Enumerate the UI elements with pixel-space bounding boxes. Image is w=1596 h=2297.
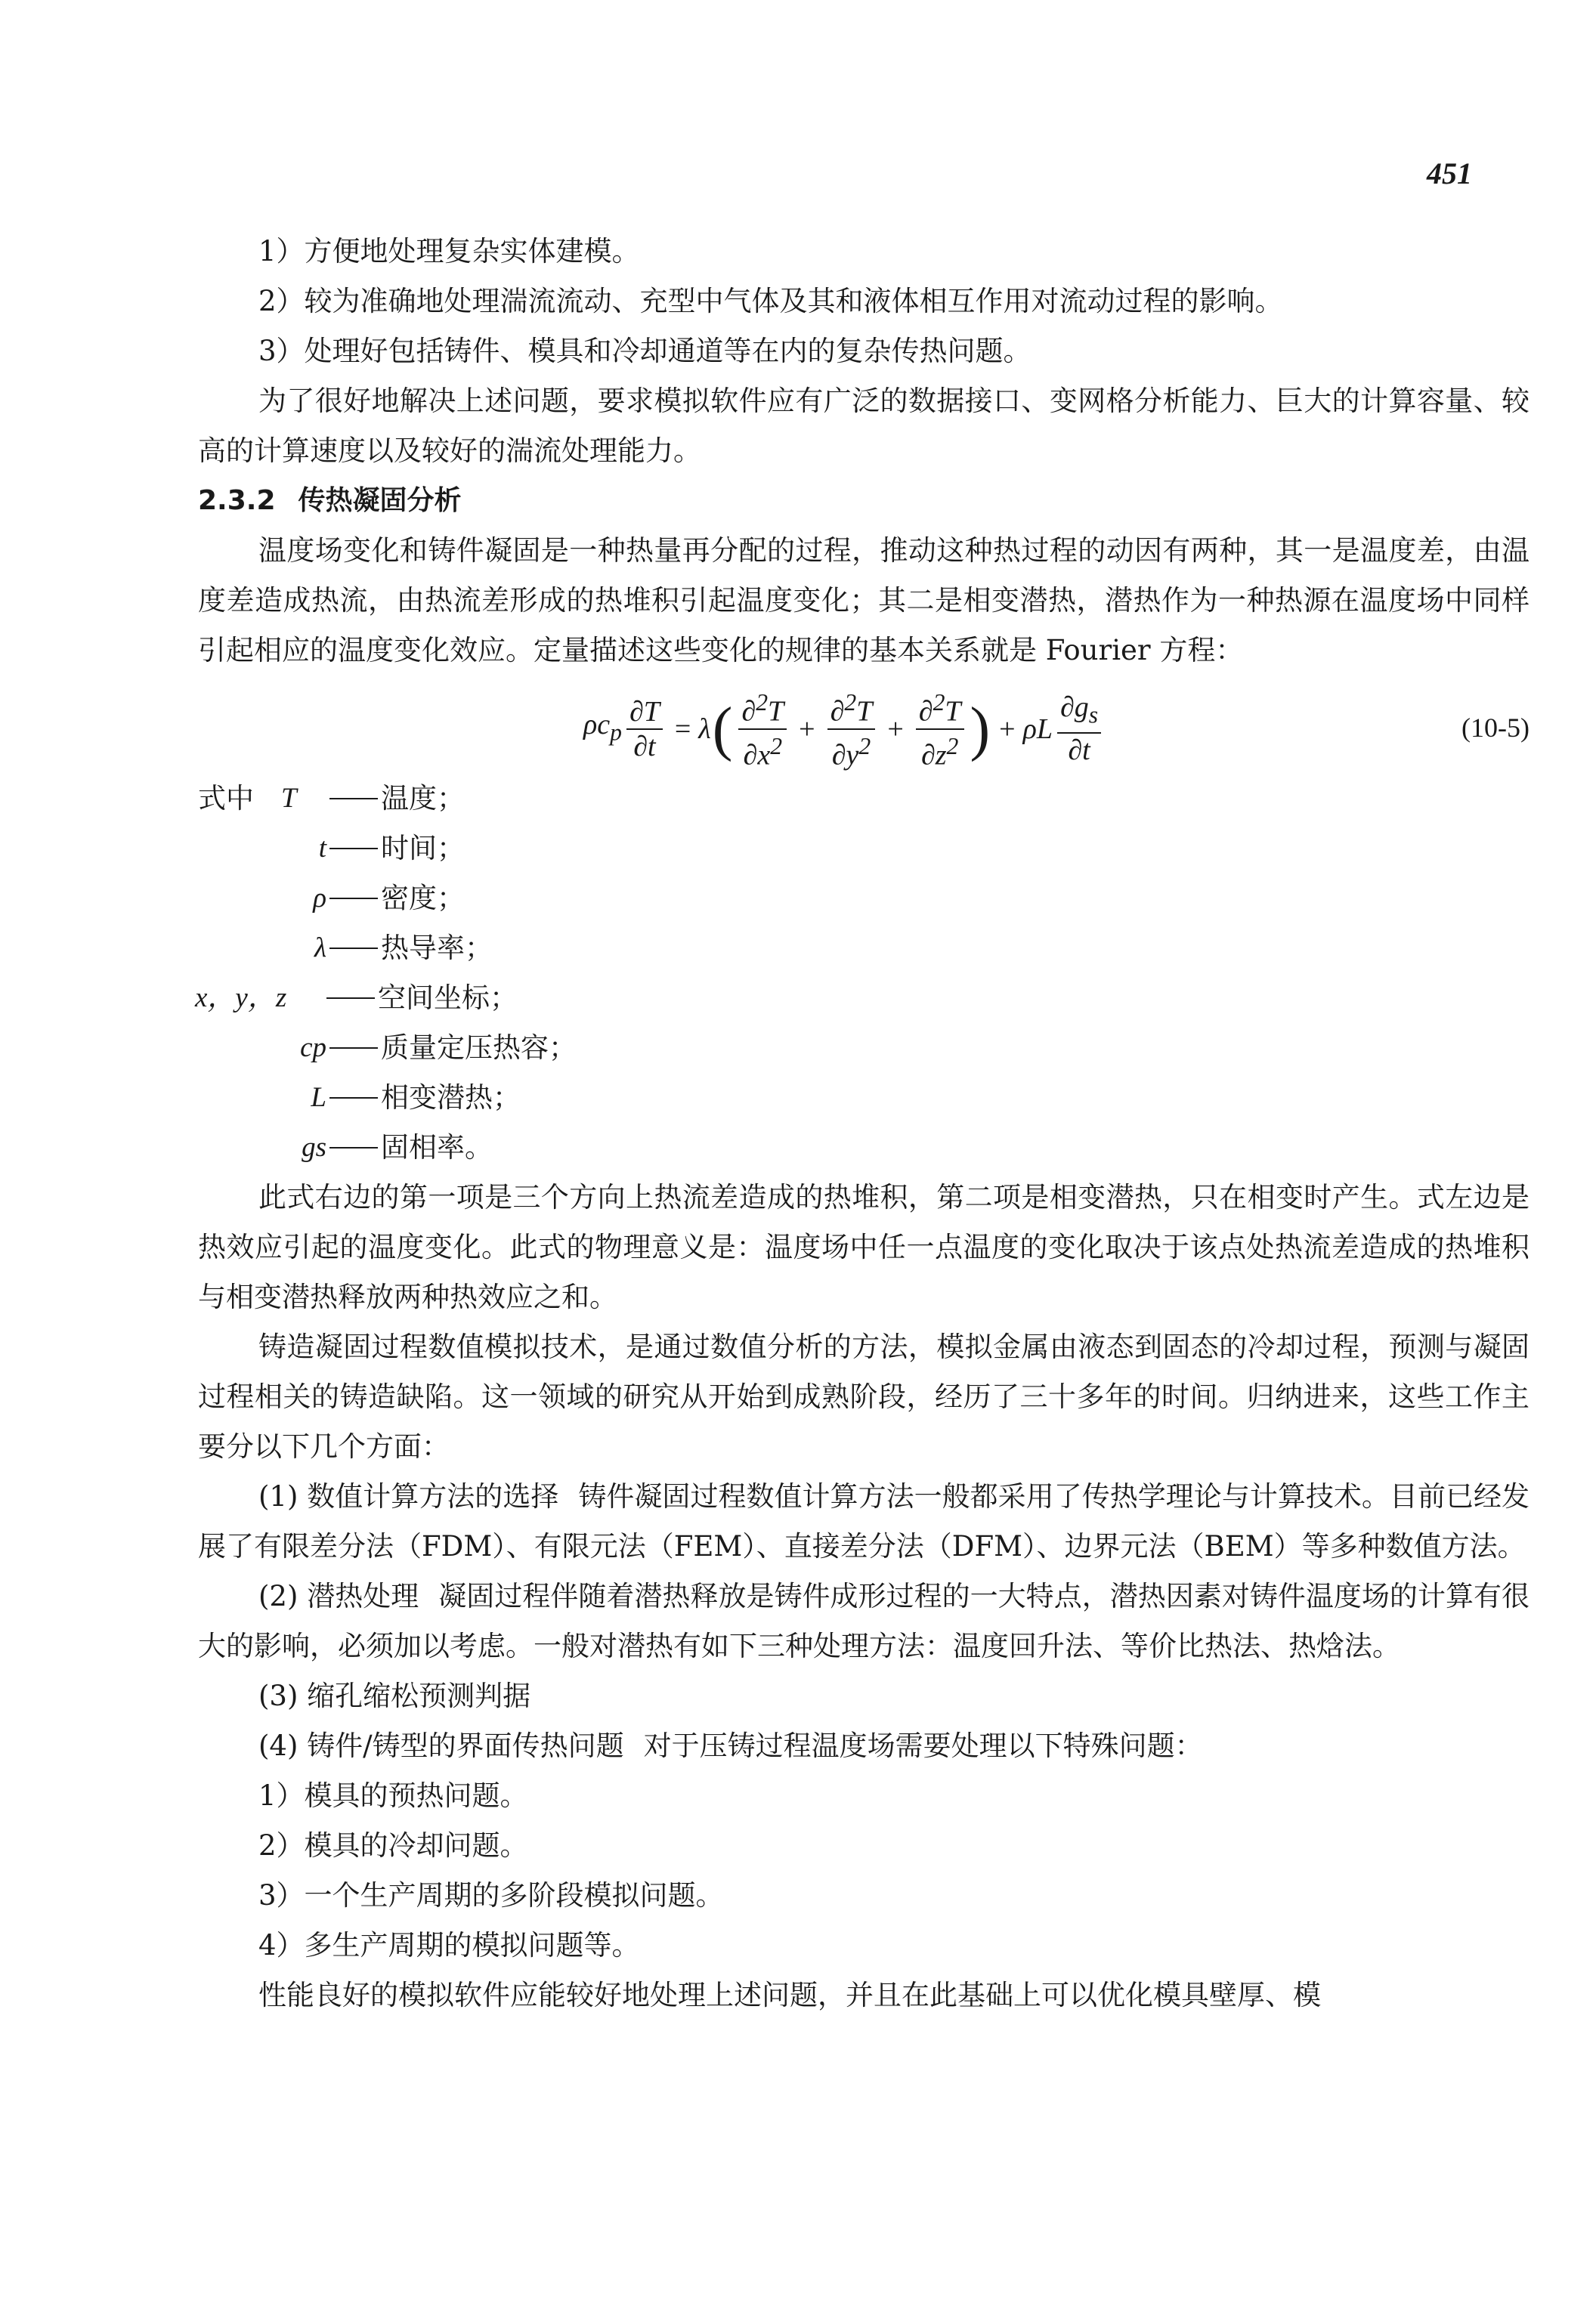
list-item: 1）方便地处理复杂实体建模。 [258, 235, 640, 267]
list-item: 4）多生产周期的模拟问题等。 [258, 1929, 640, 1962]
eq-plus: + [799, 713, 815, 745]
definition-text: 质量定压热容； [381, 1031, 577, 1064]
definition-text: 密度； [381, 882, 465, 914]
fourier-equation [583, 686, 1106, 771]
definitions-list [195, 774, 1530, 1173]
eq-frac-x: $\frac{\partial^2T}{\partial x^2}$ [738, 686, 787, 771]
definition-text: 空间坐标； [378, 982, 518, 1014]
paragraph-final: 性能良好的模拟软件应能较好地处理上述问题，并且在此基础上可以优化模具壁厚、模 [258, 1979, 1321, 2011]
definition-symbol: ρ [313, 883, 326, 914]
aspect-body: 铸件凝固过程数值计算方法一般都采用了传热学理论与计算技术。目前已经发展了有限差分法（FDM）、有限元法（FEM）、直接差分法（DFM）、边界元法（BEM）等多种数值方法。 [198, 1480, 1530, 1563]
definition-text: 温度； [381, 782, 465, 815]
eq-paren-open: ( [712, 695, 733, 762]
definition-symbol: cp [300, 1032, 326, 1063]
definition-symbol: L [311, 1082, 326, 1113]
list-item: 2）模具的冷却问题。 [258, 1829, 528, 1862]
definition-text: 时间； [381, 832, 465, 864]
definition-row [198, 1023, 1530, 1073]
eq-frac-dTdt: $\frac{\partial T}{\partial t}$ [626, 695, 663, 763]
eq-paren-close: ) [970, 695, 991, 762]
definition-text: 热导率； [381, 932, 493, 964]
aspect-title: (3) 缩孔缩松预测判据 [258, 1680, 531, 1712]
eq-plus: + [999, 713, 1016, 745]
list-item: 3）处理好包括铸件、模具和冷却通道等在内的复杂传热问题。 [258, 335, 1032, 367]
definition-symbol: t [318, 833, 326, 864]
definition-row [198, 873, 1530, 923]
definition-symbol: gs [302, 1132, 326, 1163]
section-number: 2.3.2 [198, 485, 276, 516]
definition-symbol: T [281, 783, 297, 814]
aspect-paragraph [198, 1721, 1530, 1771]
eq-frac-dgdt: $\frac{\partial g_s}{\partial t}$ [1057, 691, 1101, 767]
aspect-title: (2) 潜热处理 [258, 1580, 419, 1612]
eq-frac-z: $\frac{\partial^2T}{\partial z^2}$ [916, 686, 964, 771]
aspect-body: 凝固过程伴随着潜热释放是铸件成形过程的一大特点，潜热因素对铸件温度场的计算有很大的影响，必须加以考虑。一般对潜热有如下三种处理方法：温度回升法、等价比热法、热焓法。 [198, 1580, 1530, 1662]
definition-row [198, 923, 1530, 973]
definition-symbol: x，y，z [195, 982, 287, 1013]
aspect-title: (4) 铸件/铸型的界面传热问题 [258, 1730, 624, 1762]
aspect-paragraph [198, 1472, 1530, 1572]
section-title: 传热凝固分析 [298, 485, 462, 516]
definition-row [198, 824, 1530, 873]
definition-text: 相变潜热； [381, 1081, 521, 1114]
list-item: 3）一个生产周期的多阶段模拟问题。 [258, 1879, 724, 1912]
eq-lhs: $\rho c_p$ [583, 709, 622, 746]
eq-rhoL: ρL [1022, 713, 1053, 745]
definition-text: 固相率。 [381, 1131, 493, 1164]
definition-row [198, 774, 1530, 824]
aspect-title: (1) 数值计算方法的选择 [258, 1480, 559, 1513]
paragraph-requirements: 为了很好地解决上述问题，要求模拟软件应有广泛的数据接口、变网格分析能力、巨大的计算容量、较高的计算速度以及较好的湍流处理能力。 [198, 385, 1530, 467]
definition-symbol: λ [314, 932, 326, 963]
aspect-body: 对于压铸过程温度场需要处理以下特殊问题： [643, 1730, 1203, 1762]
paragraph-meaning: 此式右边的第一项是三个方向上热流差造成的热堆积，第二项是相变潜热，只在相变时产生。式左边是热效应引起的温度变化。此式的物理意义是：温度场中任一点温度的变化取决于该点处热流差造成的热堆积与相变潜热释放两种热效应之和。 [198, 1181, 1530, 1313]
definition-row [198, 1123, 1530, 1173]
page-number: 451 [1427, 156, 1472, 190]
section-heading [198, 476, 1530, 526]
paragraph-history: 铸造凝固过程数值模拟技术，是通过数值分析的方法，模拟金属由液态到固态的冷却过程，预测与凝固过程相关的铸造缺陷。这一领域的研究从开始到成熟阶段，经历了三十多年的时间。归纳进来，这些工作主要分以下几个方面： [198, 1331, 1530, 1463]
equation-number: (10-5) [1461, 713, 1530, 743]
list-item: 2）较为准确地处理湍流流动、充型中气体及其和液体相互作用对流动过程的影响。 [258, 285, 1283, 317]
eq-equals: = [674, 713, 691, 745]
eq-frac-y: $\frac{\partial^2T}{\partial y^2}$ [827, 686, 876, 771]
aspect-paragraph [198, 1671, 1530, 1721]
aspect-paragraph [198, 1572, 1530, 1671]
paragraph-intro: 温度场变化和铸件凝固是一种热量再分配的过程，推动这种热过程的动因有两种，其一是温度差，由温度差造成热流，由热流差形成的热堆积引起温度变化；其二是相变潜热，潜热作为一种热源在温度场中同样引起相应的温度变化效应。定量描述这些变化的规律的基本关系就是 Fourier 方程： [198, 534, 1530, 666]
eq-lambda: λ [698, 713, 711, 745]
list-item: 1）模具的预热问题。 [258, 1779, 528, 1812]
definitions-label: 式中 [198, 782, 254, 815]
definition-row [198, 1073, 1530, 1123]
eq-plus: + [887, 713, 904, 745]
equation-block [198, 675, 1530, 774]
page-content [195, 227, 1530, 2020]
definition-row [195, 973, 1530, 1023]
